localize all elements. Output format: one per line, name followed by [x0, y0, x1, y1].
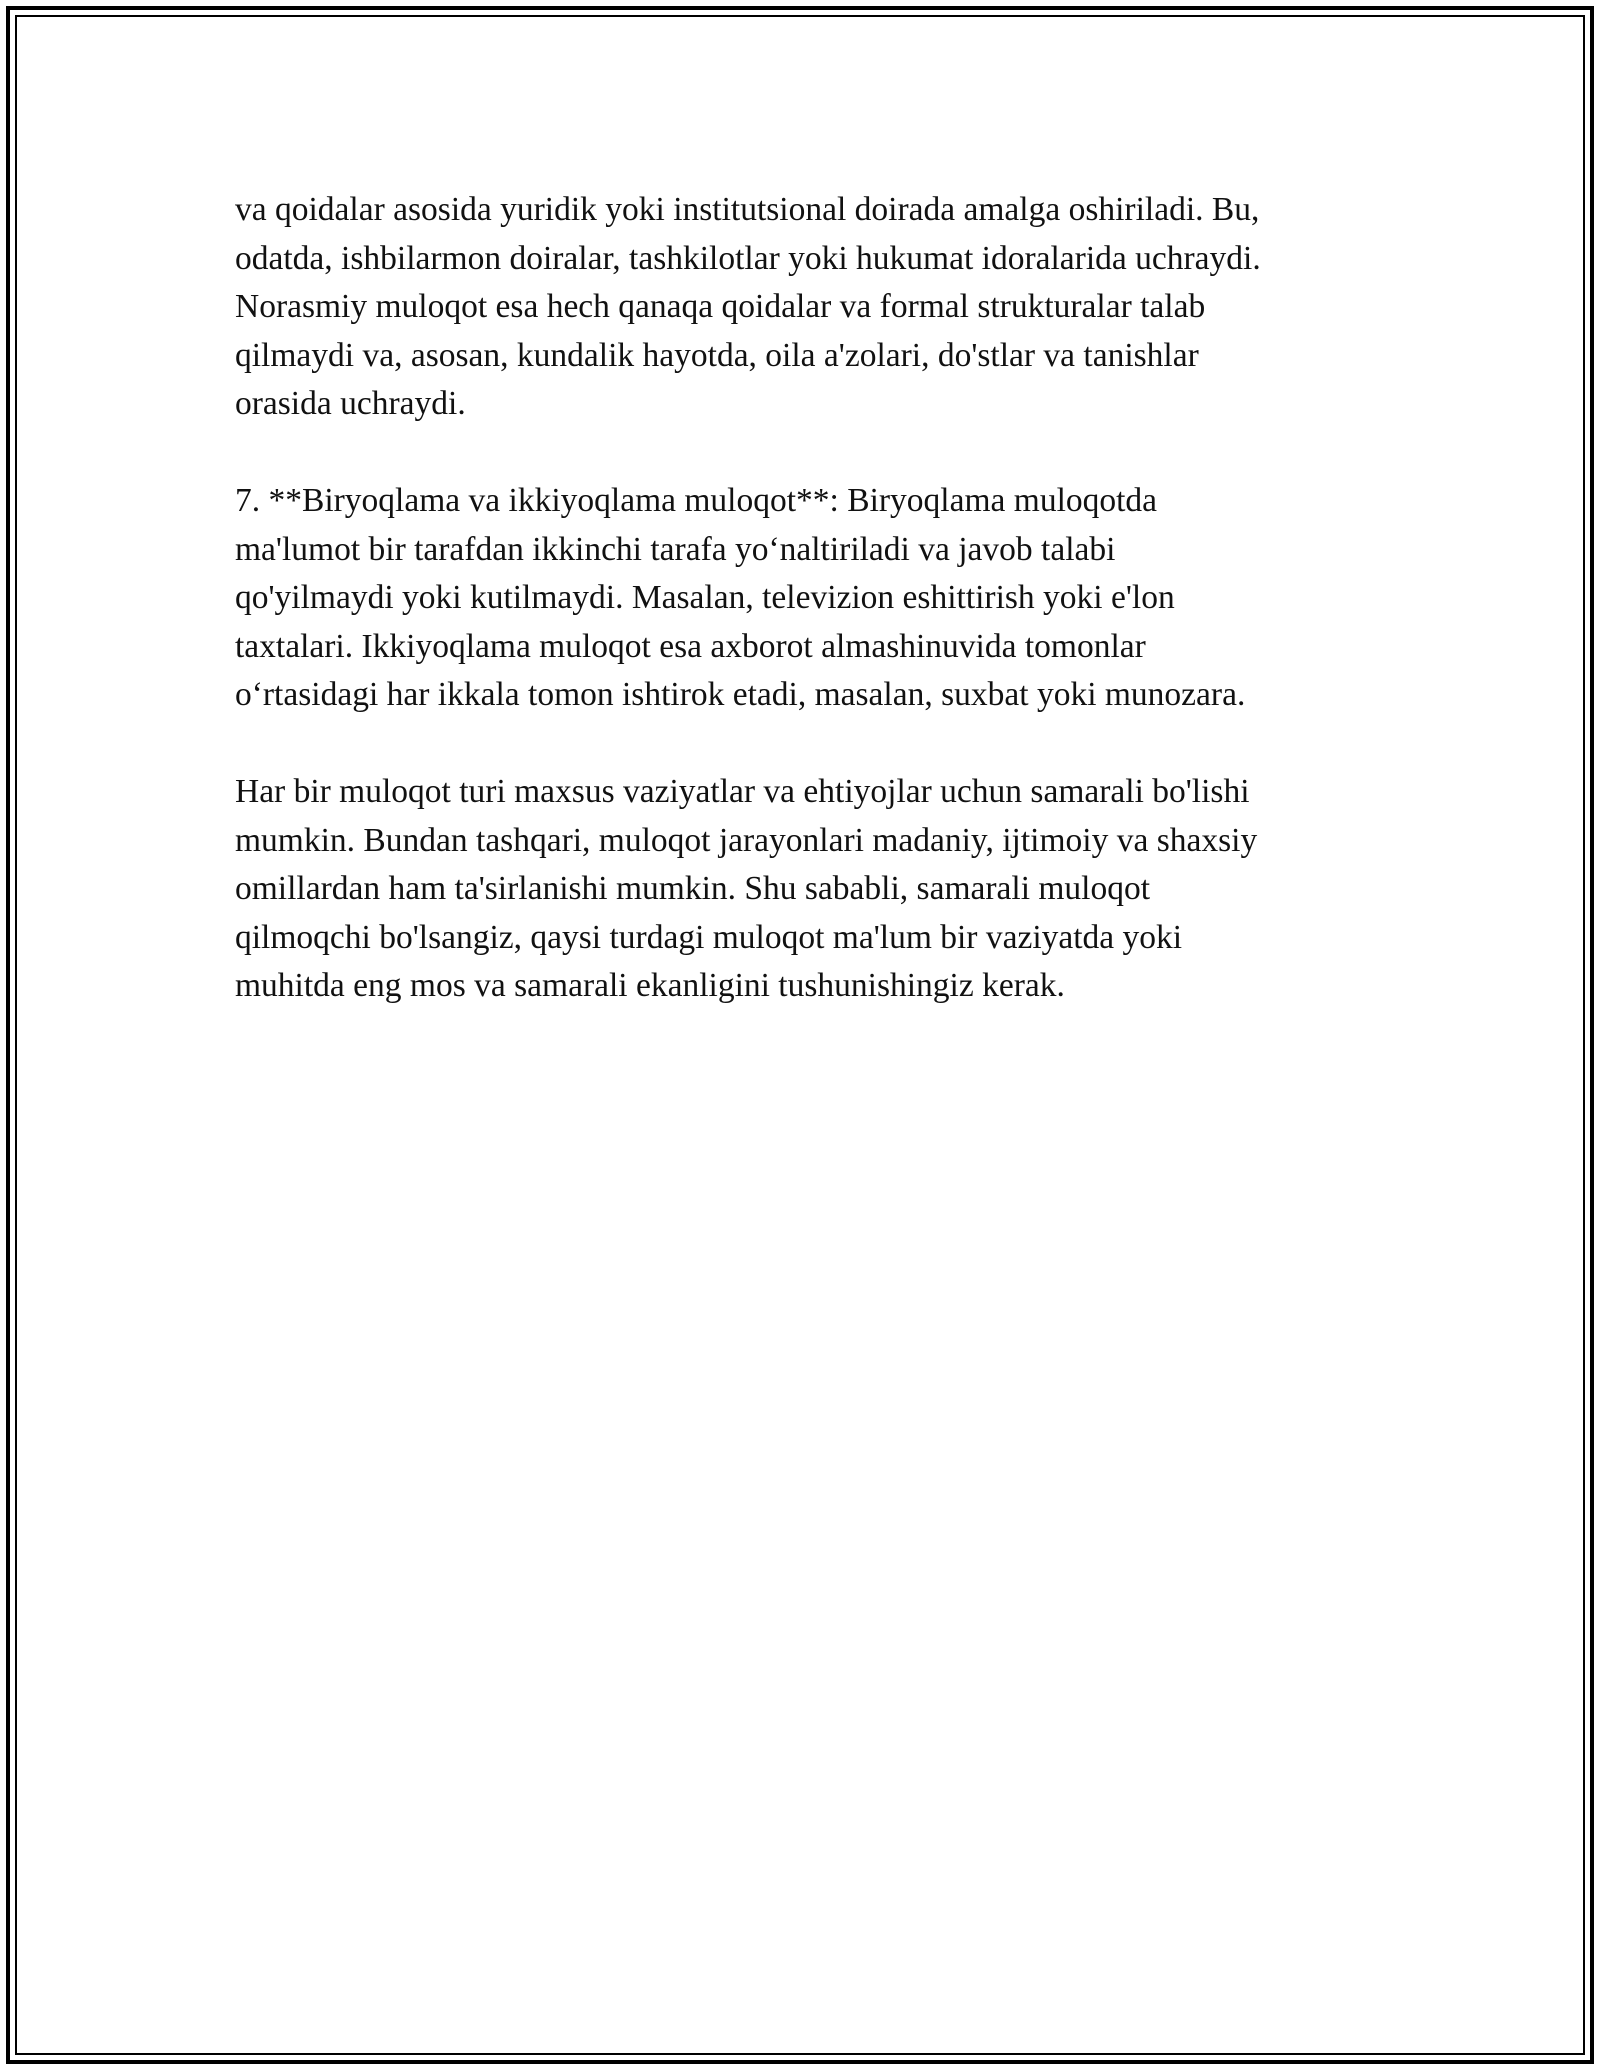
text-line: 7. **Biryoqlama va ikkiyoqlama muloqot**: Biryoqlama muloqotda [235, 482, 1158, 519]
text-line: ma'lumot bir tarafdan ikkinchi tarafa yo‘naltiriladi va javob talabi [235, 530, 1116, 568]
text-line: qo'yilmaydi yoki kutilmaydi. Masalan, televizion eshittirish yoki e'lon [235, 579, 1175, 616]
document-body [235, 186, 1375, 1059]
text-line: taxtalari. Ikkiyoqlama muloqot esa axborot almashinuvida tomonlar [235, 627, 1146, 665]
text-line: qilmaydi va, asosan, kundalik hayotda, oila a'zolari, do'stlar va tanishlar [235, 336, 1199, 374]
paragraph-conclusion [235, 768, 1375, 1011]
paragraph-continuation [235, 186, 1375, 429]
text-line: orasida uchraydi. [235, 385, 466, 422]
text-line: qilmoqchi bo'lsangiz, qaysi turdagi muloqot ma'lum bir vaziyatda yoki [235, 918, 1183, 956]
text-line: omillardan ham ta'sirlanishi mumkin. Shu sababli, samarali muloqot [235, 870, 1151, 907]
text-line: o‘rtasidagi har ikkala tomon ishtirok etadi, masalan, suxbat yoki munozara. [235, 676, 1246, 713]
text-line: muhitda eng mos va samarali ekanligini tushunishingiz kerak. [235, 967, 1065, 1004]
text-line: Har bir muloqot turi maxsus vaziyatlar va ehtiyojlar uchun samarali bo'lishi [235, 773, 1250, 810]
text-line: Norasmiy muloqot esa hech qanaqa qoidalar va formal strukturalar talab [235, 288, 1206, 325]
text-line: odatda, ishbilarmon doiralar, tashkilotlar yoki hukumat idoralarida uchraydi. [235, 239, 1261, 277]
text-line: mumkin. Bundan tashqari, muloqot jarayonlari madaniy, ijtimoiy va shaxsiy [235, 821, 1258, 859]
text-line: va qoidalar asosida yuridik yoki institutsional doirada amalga oshiriladi. Bu, [235, 191, 1260, 228]
paragraph-item-7 [235, 477, 1375, 720]
